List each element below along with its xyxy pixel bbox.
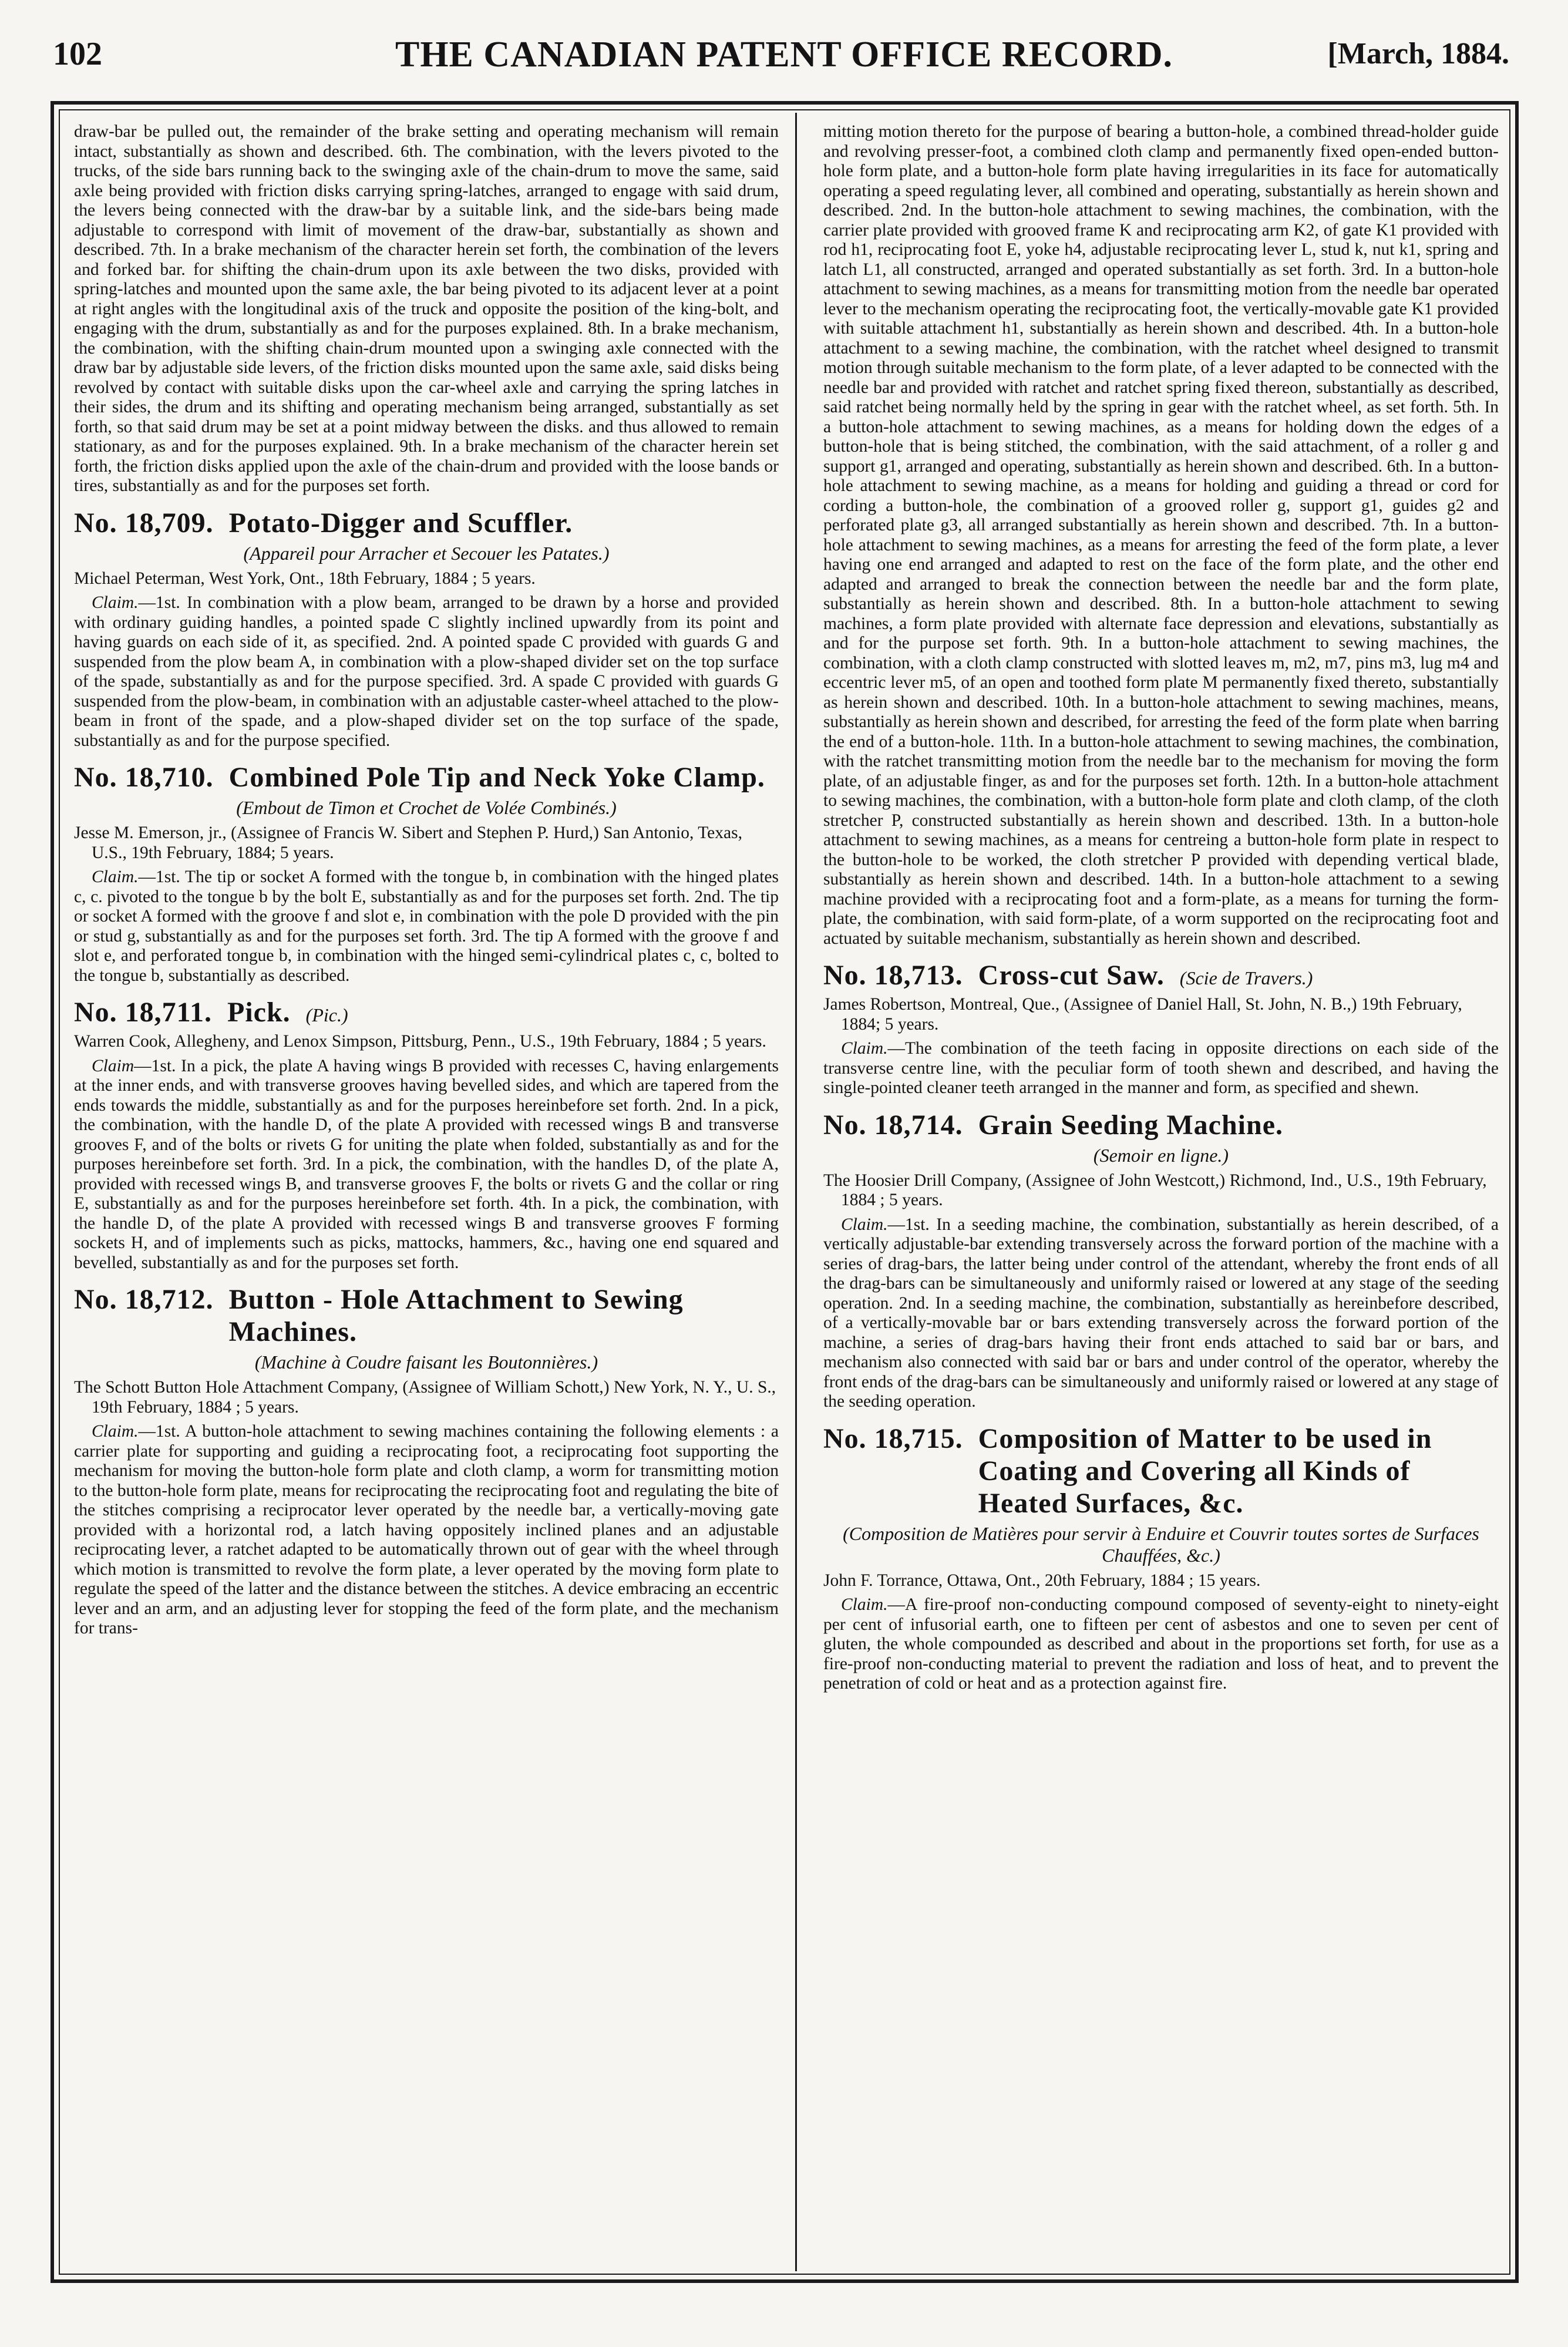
- continued-claim-text: mitting motion thereto for the purpose of bearing a button-hole, a combined thread-holder guide and revolving presser-foot, a combined cloth clamp and permanently fixed open-ended button-hole form plate, and a button-hole form plate having irregularities in its face for automatically operating a speed regulating lever, all combined and operating, substantially as herein shown and described. 2nd. In the button-hole attachment to sewing machines, the combination, with the carrier plate provided with grooved frame K and reciprocating arm K2, of gate K1 provided with rod h1, reciprocating foot E, yoke h4, adjustable reciprocating lever L, stud k, nut k1, spring and latch L1, all constructed, arranged and operated substantially as set forth. 3rd. In a button-hole attachment to sewing machines, as a means for transmitting motion from the needle bar operated lever to the mechanism operating the reciprocating foot, the vertically-movable gate K1 provided with suitable attachment h1, substantially as herein shown and described. 4th. In a button-hole attachment to a sewing machine, the combination, with the ratchet wheel designed to transmit motion through suitable mechanism to the form plate, of a lever adapted to be connected with the needle bar and provided with ratchet and ratchet spring fixed thereon, substantially as described, said ratchet being normally held by the spring in gear with the ratchet wheel, as set forth. 5th. In a button-hole attachment to sewing machines, as a means for holding down the edges of a button-hole that is being stitched, the combination, with the said attachment, of a roller g and support g1, arranged and operating, substantially as herein shown and described. 6th. In a button-hole attachment to sewing machine, as a means for holding and guiding a thread or cord for cording a button-hole, the combination of a grooved roller g, support g1, guides g2 and perforated plate g3, all arranged substantially as herein shown and described. 7th. In a button-hole attachment to sewing machines, as a means for arresting the feed of the form plate, a lever having one end arranged and adapted to rest on the face of the form plate, and the other end adapted and arranged to break the connection between the needle bar and the form plate, substantially as herein shown and described. 8th. In a button-hole attachment to sewing machines, a form plate provided with alternate face depression and elevations, substantially as and for the purpose set forth. 9th. In a button-hole attachment to sewing machines, the combination, with a cloth clamp constructed with slotted leaves m, m2, m7, pins m3, lug m4 and eccentric lever m5, of an open and toothed form plate M permanently fixed thereto, substantially as herein shown and described. 10th. In a button-hole attachment to sewing machines, means, substantially as herein shown and described, for arresting the feed of the form plate when barring the end of a button-hole. 11th. In a button-hole attachment to sewing machines, the combination, with the ratchet transmitting motion from the needle bar to the mechanism for moving the form plate, of an adjustable finger, as and for the purposes set forth. 12th. In a button-hole attachment to sewing machines, the combination, with a button-hole form plate and cloth clamp, of the cloth stretcher P, constructed substantially as herein shown and described. 13th. In a button-hole attachment to sewing machines, as a means for centreing a button-hole form plate in respect to the button-hole to be worked, the cloth stretcher P provided with depending vertical blade, substantially as herein shown and described. 14th. In a button-hole attachment to a sewing machine provided with a reciprocating foot and a form-plate, as a means for turning the form-plate, the combination, with said form-plate, of a worm supported on the reciprocating foot and actuated by suitable mechanism, substantially as herein shown and described.: [823, 122, 1499, 948]
- french-title: (Scie de Travers.): [1179, 967, 1313, 988]
- claim-label: Claim: [92, 1056, 134, 1075]
- patent-claim: [74, 867, 779, 986]
- patent-owner: Jesse M. Emerson, jr., (Assignee of Francis W. Sibert and Stephen P. Hurd,) San Antonio, Texas, U.S., 19th February, 1884; 5 years.: [74, 823, 742, 862]
- french-title: (Composition de Matières pour servir à Enduire et Couvrir toutes sortes de Surfaces Chauffées, &c.): [843, 1522, 1479, 1566]
- claim-label: Claim.: [841, 1215, 888, 1234]
- claim-label: Claim.: [92, 593, 139, 612]
- french-title: (Pic.): [305, 1004, 348, 1025]
- entry-heading: [74, 996, 779, 1028]
- continued-claim-text: draw-bar be pulled out, the remainder of the brake setting and operating mechanism will remain intact, substantially as shown and described. 6th. The combination, with the levers pivoted to the trucks, of the side bars running back to the swinging axle of the chain-drum to move the same, said axle being provided with friction disks carrying spring-latches, arranged to engage with said drum, the levers being connected with the draw-bar by a suitable link, and the side-bars being made adjustable to correspond with limit of movement of the draw-bar, substantially as shown and described. 7th. In a brake mechanism of the character herein set forth, the combination of the levers and forked bar. for shifting the chain-drum upon its axle between the two disks, provided with spring-latches and mounted upon the same axle, the bar being pivoted to its adjacent lever at a point at right angles with the longitudinal axis of the truck and opposite the position of the king-bolt, and engaging with the drum, substantially as and for the purposes explained. 8th. In a brake mechanism, the combination, with the shifting chain-drum mounted upon a swinging axle connected with the draw bar by adjustable side levers, of the friction disks mounted upon the same axle, said disks being revolved by contact with suitable disks upon the car-wheel axle and carrying the spring latches in their sides, the drum and its shifting and operating mechanism being arranged, substantially as set forth, so that said drum may be set at a point midway between the disks. and thus allowed to remain stationary, as and for the purposes explained. 9th. In a brake mechanism of the character herein set forth, the friction disks applied upon the axle of the chain-drum and provided with the loose bands or tires, substantially as and for the purposes set forth.: [74, 122, 779, 495]
- patent-owner: John F. Torrance, Ottawa, Ont., 20th February, 1884 ; 15 years.: [823, 1571, 1261, 1590]
- claim-text: —A fire-proof non-conducting compound composed of seventy-eight to ninety-eight per cent of infusorial earth, one to fifteen per cent of asbestos and one to seven per cent of gluten, the whole compounded as described and about in the proportions set forth, for use as a fire-proof non-conducting material to prevent the radiation and loss of heat, and to prevent the penetration of cold or heat and as a protection against fire.: [823, 1595, 1499, 1693]
- patent-title: Combined Pole Tip and Neck Yoke Clamp.: [228, 762, 765, 793]
- patent-entry: [823, 959, 1499, 1098]
- french-title: (Machine à Coudre faisant les Boutonnières.): [254, 1351, 598, 1373]
- claim-label: Claim.: [841, 1595, 888, 1614]
- entry-heading: [823, 959, 1499, 991]
- claim-text: —1st. In combination with a plow beam, arranged to be drawn by a horse and provided with ordinary guiding handles, a pointed spade C slightly inclined upwardly from its point and having guards on each side of it, as specified. 2nd. A pointed spade C provided with guards G and suspended from the plow beam A, in combination with a plow-shaped divider set on the top surface of the spade, substantially as and for the purpose specified. 3rd. A spade C provided with guards G suspended from the plow-beam, in combination with an adjustable caster-wheel attached to the plow-beam in front of the spade, and a plow-shaped divider set on the top surface of the spade, substantially as and for the purpose specified.: [74, 593, 779, 750]
- patent-claim: [74, 1057, 779, 1273]
- french-title: (Embout de Timon et Crochet de Volée Combinés.): [236, 797, 617, 818]
- patent-number: No. 18,711.: [74, 997, 213, 1028]
- claim-label: Claim.: [92, 867, 139, 886]
- page-number: 102: [53, 36, 102, 72]
- claim-label: Claim.: [841, 1039, 888, 1058]
- patent-number: No. 18,712.: [74, 1284, 214, 1315]
- patent-title: Grain Seeding Machine.: [978, 1109, 1284, 1141]
- claim-text: —1st. In a seeding machine, the combination, substantially as herein described, of a vertically adjustable-bar extending transversely across the forward portion of the machine with a series of drag-bars, the latter being under control of the attendant, whereby the front ends of all the drag-bars can be simultaneously and uniformly raised or lowered at any stage of the seeding operation. 2nd. In a seeding machine, the combination, substantially as hereinbefore described, of a vertically-movable bar or bars extending transversely across the forward portion of the machine, a series of drag-bars having their front ends attached to said bar or bars, and mechanism also connected with said bar or bars and under control of the operator, whereby the front ends of the drag-bars can be simultaneously and uniformly raised or lowered at any stage of the seeding operation.: [823, 1215, 1499, 1411]
- claim-label: Claim.: [92, 1422, 139, 1441]
- patent-entry: [74, 996, 779, 1273]
- patent-title: Cross-cut Saw.: [978, 960, 1165, 991]
- patent-owner: James Robertson, Montreal, Que., (Assignee of Daniel Hall, St. John, N. B.,) 19th February, 1884; 5 years.: [823, 995, 1462, 1034]
- entry-heading: [74, 507, 779, 539]
- patent-entry: [74, 1283, 779, 1639]
- patent-number: No. 18,713.: [823, 960, 963, 991]
- french-title: (Appareil pour Arracher et Secouer les Patates.): [243, 542, 610, 564]
- page-frame: [51, 101, 1519, 2283]
- claim-text: —1st. A button-hole attachment to sewing machines containing the following elements : a carrier plate for supporting and guiding a reciprocating foot, a reciprocating foot supporting the mechanism for moving the button-hole form plate and cloth clamp, a worm for transmitting motion to the button-hole form plate, means for reciprocating the reciprocating foot and regulating the bite of the stitches comprising a reciprocator lever operated by the needle bar, a vertically-moving gate provided with a horizontal rod, a latch having oppositely inclined planes and an adjustable reciprocating lever, a ratchet adapted to be automatically thrown out of gear with the wheel through which motion is transmitted to revolve the form plate, a lever operated by the moving form plate to regulate the speed of the latter and the distance between the stitches. A device embracing an eccentric lever and an arm, and an adjusting lever for stopping the feed of the form plate, and the mechanism for trans-: [74, 1422, 779, 1637]
- entry-heading: [823, 1109, 1499, 1141]
- patent-entry: [74, 507, 779, 751]
- patent-title: Composition of Matter to be used in Coating and Covering all Kinds of Heated Surfaces, &c.: [978, 1423, 1432, 1519]
- claim-text: —The combination of the teeth facing in opposite directions on each side of the transverse centre line, with the peculiar form of tooth shewn and described, and having the single-pointed cleaner teeth arranged in the manner and form, as specified and shewn.: [823, 1039, 1499, 1097]
- entry-heading: [823, 1423, 1499, 1519]
- page-header: [35, 23, 1533, 76]
- patent-claim: [823, 1595, 1499, 1694]
- french-title: (Semoir en ligne.): [1093, 1144, 1229, 1166]
- patent-number: No. 18,715.: [823, 1423, 963, 1454]
- patent-title: Button - Hole Attachment to Sewing Machines.: [228, 1284, 684, 1347]
- patent-number: No. 18,709.: [74, 507, 214, 539]
- patent-claim: [823, 1215, 1499, 1412]
- patent-number: No. 18,710.: [74, 762, 214, 793]
- right-column: [823, 122, 1499, 2262]
- patent-entry: [823, 1109, 1499, 1412]
- patent-title: Pick.: [227, 997, 291, 1028]
- entry-heading: [74, 761, 779, 793]
- publication-title: THE CANADIAN PATENT OFFICE RECORD.: [395, 35, 1173, 75]
- patent-owner: Warren Cook, Allegheny, and Lenox Simpson, Pittsburg, Penn., U.S., 19th February, 1884 ; 5 years.: [74, 1032, 766, 1051]
- patent-owner: The Schott Button Hole Attachment Company, (Assignee of William Schott,) New York, N. Y., U. S., 19th February, 1884 ; 5 years.: [74, 1378, 776, 1417]
- claim-text: —1st. The tip or socket A formed with the tongue b, in combination with the hinged plates c, c. pivoted to the tongue b by the bolt E, substantially as and for the purposes set forth. 2nd. The tip or socket A formed with the groove f and slot e, in combination with the pole D provided with the pin or stud g, substantially as and for the purposes set forth. 3rd. The tip A formed with the groove f and slot e, and perforated tongue b, in combination with the hinged semi-cylindrical plates c, c, bolted to the tongue b, substantially as described.: [74, 867, 779, 985]
- patent-number: No. 18,714.: [823, 1109, 963, 1141]
- patent-owner: The Hoosier Drill Company, (Assignee of John Westcott,) Richmond, Ind., U.S., 19th February, 1884 ; 5 years.: [823, 1171, 1487, 1209]
- issue-date: [March, 1884.: [1327, 37, 1509, 70]
- entry-heading: [74, 1283, 779, 1348]
- patent-owner: Michael Peterman, West York, Ont., 18th February, 1884 ; 5 years.: [74, 569, 536, 588]
- claim-text: —1st. In a pick, the plate A having wings B provided with recesses C, having enlargements at the inner ends, and with transverse grooves having bevelled sides, and which are tapered from the ends towards the middle, substantially as and for the purposes hereinbefore set forth. 2nd. In a pick, the combination, with the handle D, of the plate A provided with recessed wings B and transverse grooves F, and of the bolts or rivets G for uniting the plate when folded, substantially as and for the purposes hereinbefore set forth. 3rd. In a pick, the combination, with the handles D, of the plate A, provided with recessed wings B, and transverse grooves F, the bolts or rivets G and the collar or ring E, substantially as and for the purposes hereinbefore set forth. 4th. In a pick, the combination, with the handle D, of the plate A provided with recessed wings B and transverse grooves F forming sockets H, and of implements such as picks, mattocks, hammers, &c., having one end squared and bevelled, substantially as and for the purposes set forth.: [74, 1056, 779, 1272]
- column-divider: [795, 113, 797, 2271]
- patent-entry: [823, 1423, 1499, 1694]
- patent-claim: [74, 593, 779, 751]
- patent-claim: [74, 1422, 779, 1639]
- patent-entry: [74, 761, 779, 986]
- patent-title: Potato-Digger and Scuffler.: [228, 507, 573, 539]
- left-column: [74, 122, 779, 2262]
- patent-claim: [823, 1039, 1499, 1098]
